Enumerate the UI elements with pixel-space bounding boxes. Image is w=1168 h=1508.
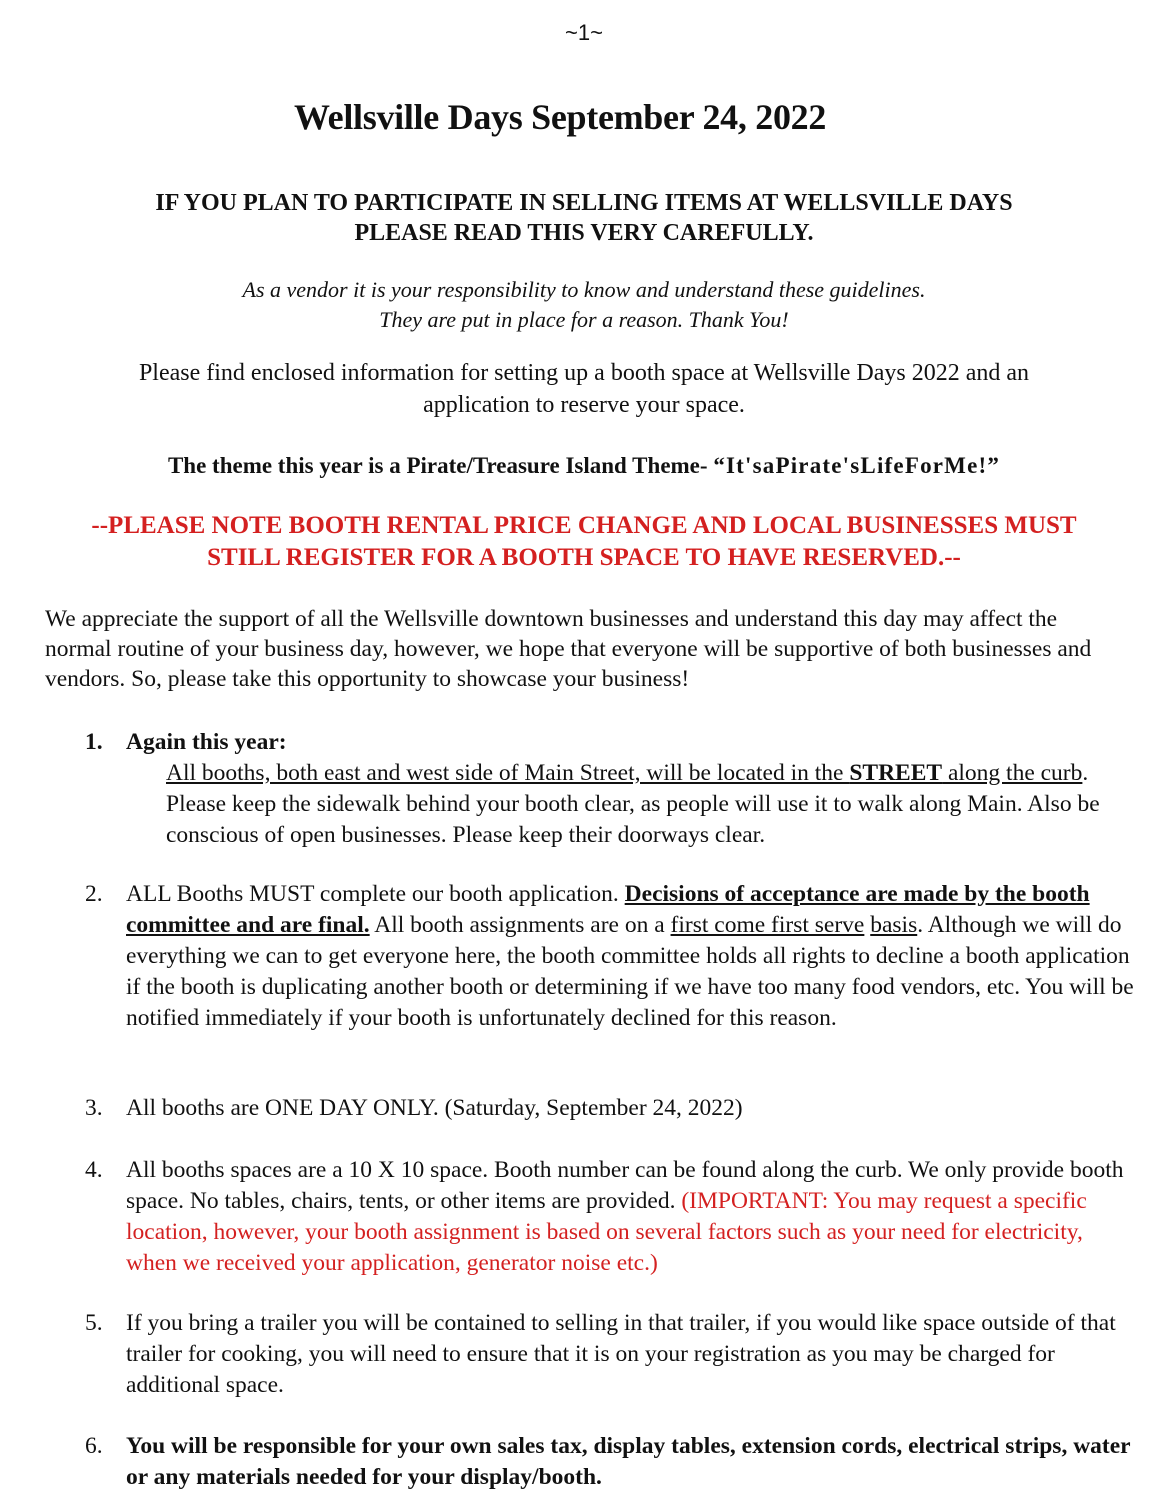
theme-quote: “It'saPirate'sLifeForMe!” xyxy=(713,453,1001,478)
intro-paragraph xyxy=(60,357,1108,421)
list-number: 2. xyxy=(85,881,103,907)
page-number: ~1~ xyxy=(565,20,603,45)
list-number: 1. xyxy=(85,729,103,755)
responsibility-note-line2: They are put in place for a reason. Thank You! xyxy=(379,307,789,332)
item3-body: All booths are ONE DAY ONLY. (Saturday, September 24, 2022) xyxy=(126,1095,743,1121)
theme-line xyxy=(40,451,1128,481)
theme-prefix: The theme this year is a Pirate/Treasure Island Theme- xyxy=(167,453,714,478)
item2-first-come-text: first come first serve xyxy=(670,912,865,938)
price-change-notice-line2: STILL REGISTER FOR A BOOTH SPACE TO HAVE RESERVED.-- xyxy=(207,544,961,571)
item1-underlined-text: All booths, both east and west side of Main Street, will be located in the xyxy=(166,760,850,786)
item4-body xyxy=(126,1155,1138,1279)
item4-text: All booths spaces are a 10 X 10 space. Booth number can be found along the curb. We only provide booth space. No tables, chairs, tents, or other items are provided. xyxy=(126,1157,1124,1214)
list-number: 4. xyxy=(85,1157,103,1183)
responsibility-note xyxy=(60,275,1108,335)
list-number: 3. xyxy=(85,1095,103,1121)
intro-line2: application to reserve your space. xyxy=(423,392,745,418)
item1-rest-text: . Please keep the sidewalk behind your booth clear, as people will use it to walk along Main. Also be conscious of open businesses. Please keep their doorways clear. xyxy=(166,760,1100,848)
item6-body: You will be responsible for your own sales tax, display tables, extension cords, electrical strips, water or any materials needed for your display/booth. xyxy=(126,1433,1131,1490)
item1-underlined-text-2: along the curb xyxy=(942,760,1083,786)
warning-heading xyxy=(60,188,1108,248)
item1-street-text: STREET xyxy=(849,760,943,786)
item2-body xyxy=(126,879,1138,1034)
item2-basis-text: basis xyxy=(870,912,918,938)
list-number: 6. xyxy=(85,1433,103,1459)
price-change-notice xyxy=(40,510,1128,574)
page-title: Wellsville Days September 24, 2022 xyxy=(293,97,827,137)
item2-text-2: All booth assignments are on a xyxy=(369,912,671,938)
item2-decision-text: Decisions of acceptance are made by the booth committee and are final. xyxy=(126,881,1090,938)
appreciation-paragraph: We appreciate the support of all the Wellsville downtown businesses and understand this day may affect the normal routine of your business day, however, we hope that everyone will be supportive of both businesses and vendors. So, please take this opportunity to showcase your business! xyxy=(45,606,1092,692)
responsibility-note-line1: As a vendor it is your responsibility to know and understand these guidelines. xyxy=(242,277,926,302)
item1-body xyxy=(126,758,1116,851)
warning-heading-line2: PLEASE READ THIS VERY CAREFULLY. xyxy=(354,220,814,246)
item2-text-1: ALL Booths MUST complete our booth application. xyxy=(126,881,625,907)
list-number: 5. xyxy=(85,1310,103,1336)
item1-heading: Again this year: xyxy=(126,729,287,755)
item5-body: If you bring a trailer you will be contained to selling in that trailer, if you would like space outside of that trailer for cooking, you will need to ensure that it is on your registration as you may be charged for additional space. xyxy=(126,1310,1116,1398)
intro-line1: Please find enclosed information for setting up a booth space at Wellsville Days 2022 and an xyxy=(138,360,1030,386)
item2-text-4: . Although we will do everything we can to get everyone here, the booth committee holds all rights to decline a booth application if the booth is duplicating another booth or determining if we have too many food vendors, etc. You will be notified immediately if your booth is unfortunately declined for this reason. xyxy=(126,912,1134,1031)
price-change-notice-line1: --PLEASE NOTE BOOTH RENTAL PRICE CHANGE AND LOCAL BUSINESSES MUST xyxy=(91,512,1077,539)
warning-heading-line1: IF YOU PLAN TO PARTICIPATE IN SELLING ITEMS AT WELLSVILLE DAYS xyxy=(155,190,1013,216)
item4-important-text: (IMPORTANT: You may request a specific location, however, your booth assignment is based on several factors such as your need for electricity, when we received your application, generator noise etc.) xyxy=(126,1188,1087,1276)
